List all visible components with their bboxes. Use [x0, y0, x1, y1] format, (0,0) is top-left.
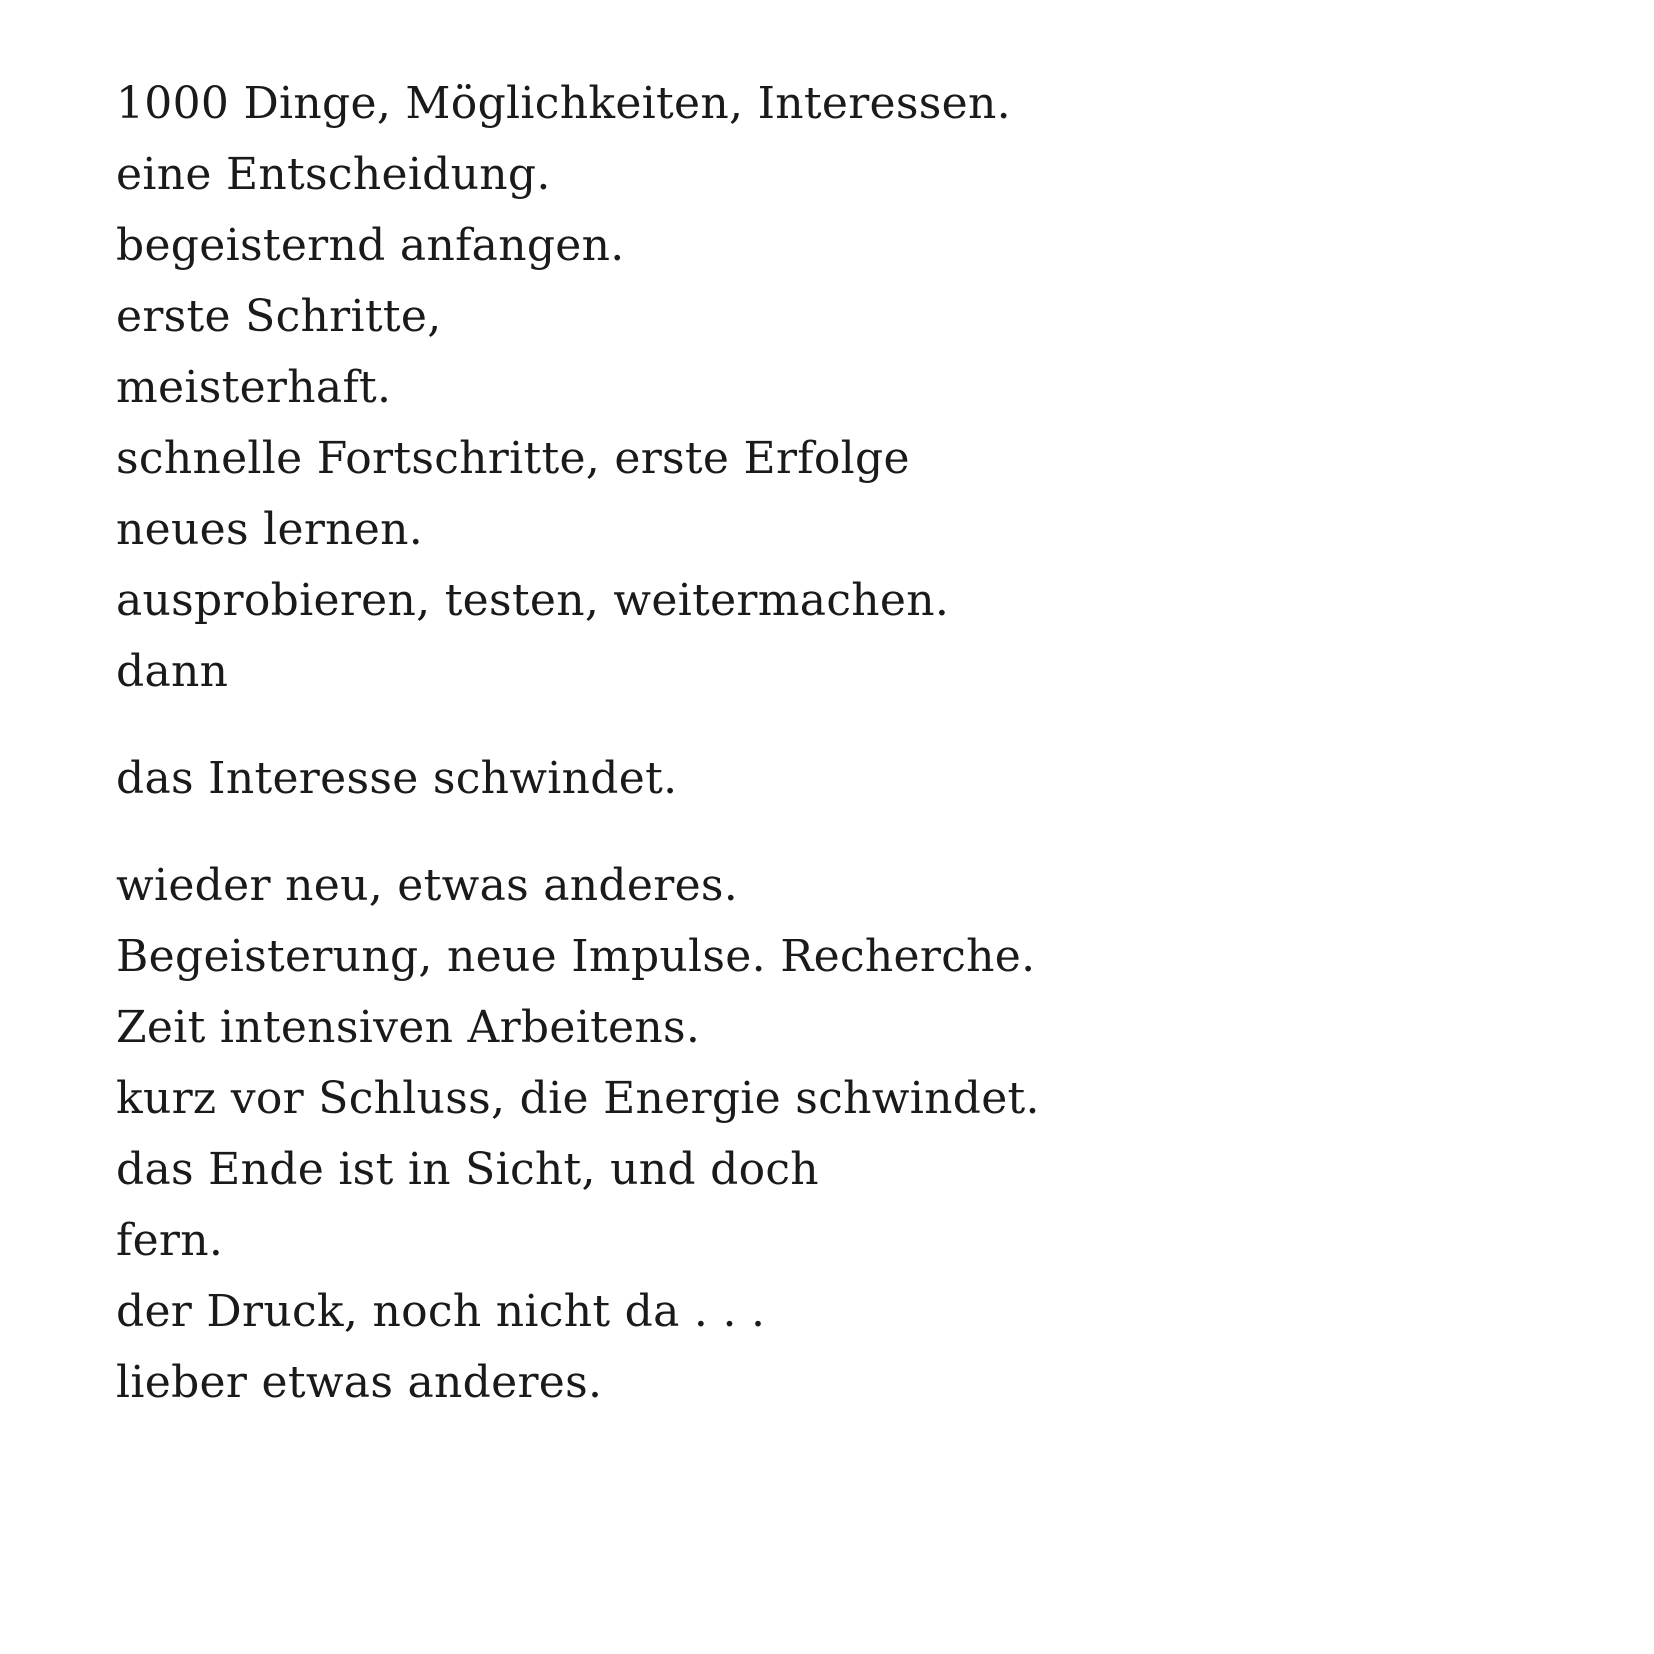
poem-line: eine Entscheidung. [116, 149, 551, 200]
poem-line: kurz vor Schluss, die Energie schwindet. [116, 1073, 1040, 1124]
poem-line: fern. [116, 1215, 224, 1266]
poem-line: wieder neu, etwas anderes. [116, 860, 739, 911]
poem-line: erste Schritte, [116, 291, 442, 342]
poem-line: das Interesse schwindet. [116, 753, 678, 804]
poem-line: begeisternd anfangen. [116, 220, 625, 271]
poem-line: das Ende ist in Sicht, und doch [116, 1144, 819, 1195]
stanza-2 [116, 743, 1516, 814]
poem-line: 1000 Dinge, Möglichkeiten, Interessen. [116, 78, 1011, 129]
stanza-3 [116, 850, 1516, 1418]
poem-line: Zeit intensiven Arbeitens. [116, 1002, 701, 1053]
poem-line: ausprobieren, testen, weitermachen. [116, 575, 950, 626]
poem-line: Begeisterung, neue Impulse. Recherche. [116, 931, 1036, 982]
poem-line: der Druck, noch nicht da . . . [116, 1286, 766, 1337]
poem-line: meisterhaft. [116, 362, 392, 413]
poem-text [116, 68, 1516, 1418]
poem-line: dann [116, 646, 229, 697]
poem-line: schnelle Fortschritte, erste Erfolge [116, 433, 910, 484]
poem-line: neues lernen. [116, 504, 424, 555]
stanza-1 [116, 68, 1516, 707]
poem-line: lieber etwas anderes. [116, 1357, 603, 1408]
